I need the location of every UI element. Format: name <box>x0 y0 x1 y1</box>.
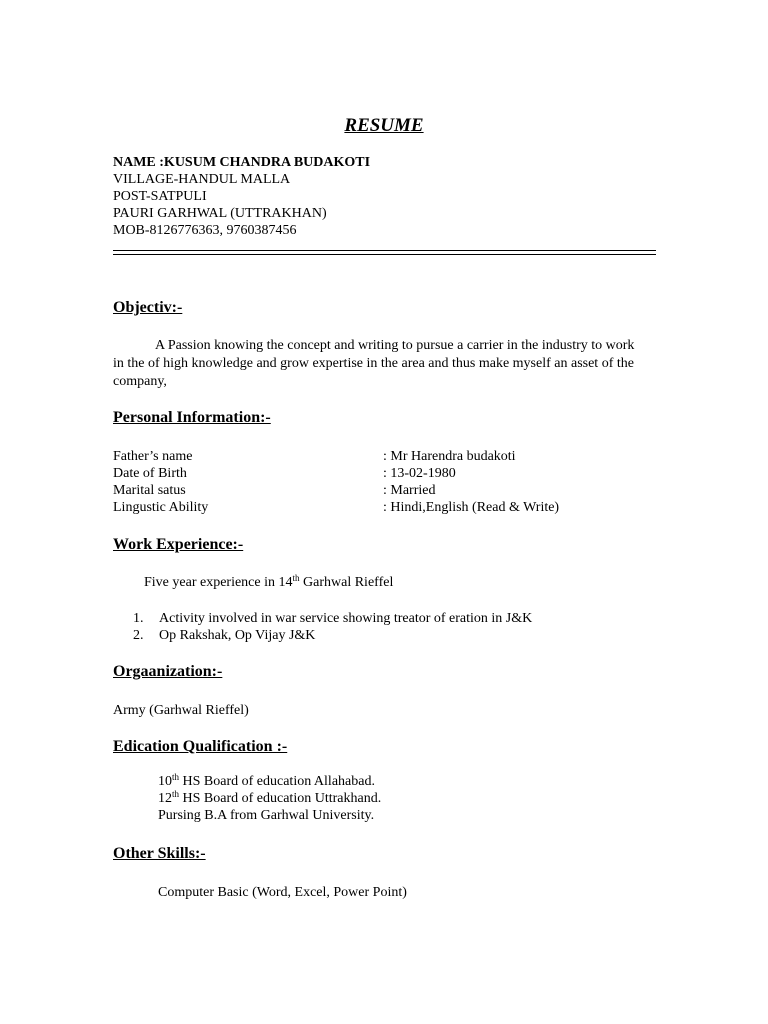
work-summary-ordinal: th <box>292 573 300 583</box>
work-summary-pre: Five year experience in 14 <box>144 575 293 590</box>
objective-body: A Passion knowing the concept and writing to pursue a carrier in the industry to work in the of high knowledge and grow expertise in the area and thus make myself an asset of the company, <box>113 338 635 389</box>
personal-info-heading: Personal Information:- <box>113 409 271 426</box>
list-item-number: 1. <box>133 611 144 626</box>
education-list <box>158 773 381 824</box>
personal-info-label: Lingustic Ability <box>113 500 209 515</box>
list-item-text: Activity involved in war service showing treator of eration in J&K <box>159 611 533 626</box>
personal-info-row <box>113 465 673 482</box>
organization-heading: Orgaanization:- <box>113 663 223 680</box>
objective-text <box>113 337 643 391</box>
personal-info-table <box>113 448 673 516</box>
education-item <box>158 807 381 824</box>
objective-heading: Objectiv:- <box>113 299 183 316</box>
list-item-text: Op Rakshak, Op Vijay J&K <box>159 628 316 643</box>
candidate-name: NAME :KUSUM CHANDRA BUDAKOTI <box>113 155 371 170</box>
personal-info-label: Date of Birth <box>113 466 187 481</box>
mobile-numbers: MOB-8126776363, 9760387456 <box>113 223 297 238</box>
education-item-pre: 12 <box>158 791 172 806</box>
personal-info-label: Father’s name <box>113 449 193 464</box>
work-summary-post: Garhwal Rieffel <box>299 575 394 590</box>
personal-info-value: : Married <box>383 483 436 498</box>
resume-title: RESUME <box>344 115 424 136</box>
education-item-ordinal: th <box>172 789 180 799</box>
education-item-ordinal: th <box>172 772 180 782</box>
education-item <box>158 773 381 790</box>
divider-line-bottom <box>113 254 656 255</box>
education-item-post: HS Board of education Uttrakhand. <box>179 791 382 806</box>
education-item <box>158 790 381 807</box>
work-experience-heading: Work Experience:- <box>113 536 244 553</box>
work-experience-summary <box>144 574 393 591</box>
personal-info-row <box>113 482 673 499</box>
education-item-post: HS Board of education Allahabad. <box>179 774 375 789</box>
address-district: PAURI GARHWAL (UTTRAKHAN) <box>113 206 327 221</box>
list-item <box>133 627 673 644</box>
address-post: POST-SATPULI <box>113 189 207 204</box>
personal-info-value: : Mr Harendra budakoti <box>383 449 516 464</box>
organization-text: Army (Garhwal Rieffel) <box>113 703 249 718</box>
other-skills-heading: Other Skills:- <box>113 845 206 862</box>
personal-info-value: : Hindi,English (Read & Write) <box>383 500 560 515</box>
personal-info-label: Marital satus <box>113 483 186 498</box>
education-heading: Edication Qualification :- <box>113 738 288 755</box>
education-item-pre: Pursing B.A from Garhwal University. <box>158 808 375 823</box>
work-activity-list <box>133 610 673 644</box>
list-item <box>133 610 673 627</box>
personal-info-row <box>113 499 673 516</box>
personal-info-value: : 13-02-1980 <box>383 466 456 481</box>
personal-info-row <box>113 448 673 465</box>
divider-line-top <box>113 250 656 251</box>
contact-block <box>113 154 673 239</box>
address-village: VILLAGE-HANDUL MALLA <box>113 172 291 187</box>
education-item-pre: 10 <box>158 774 172 789</box>
list-item-number: 2. <box>133 628 144 643</box>
other-skills-text: Computer Basic (Word, Excel, Power Point) <box>158 885 407 900</box>
